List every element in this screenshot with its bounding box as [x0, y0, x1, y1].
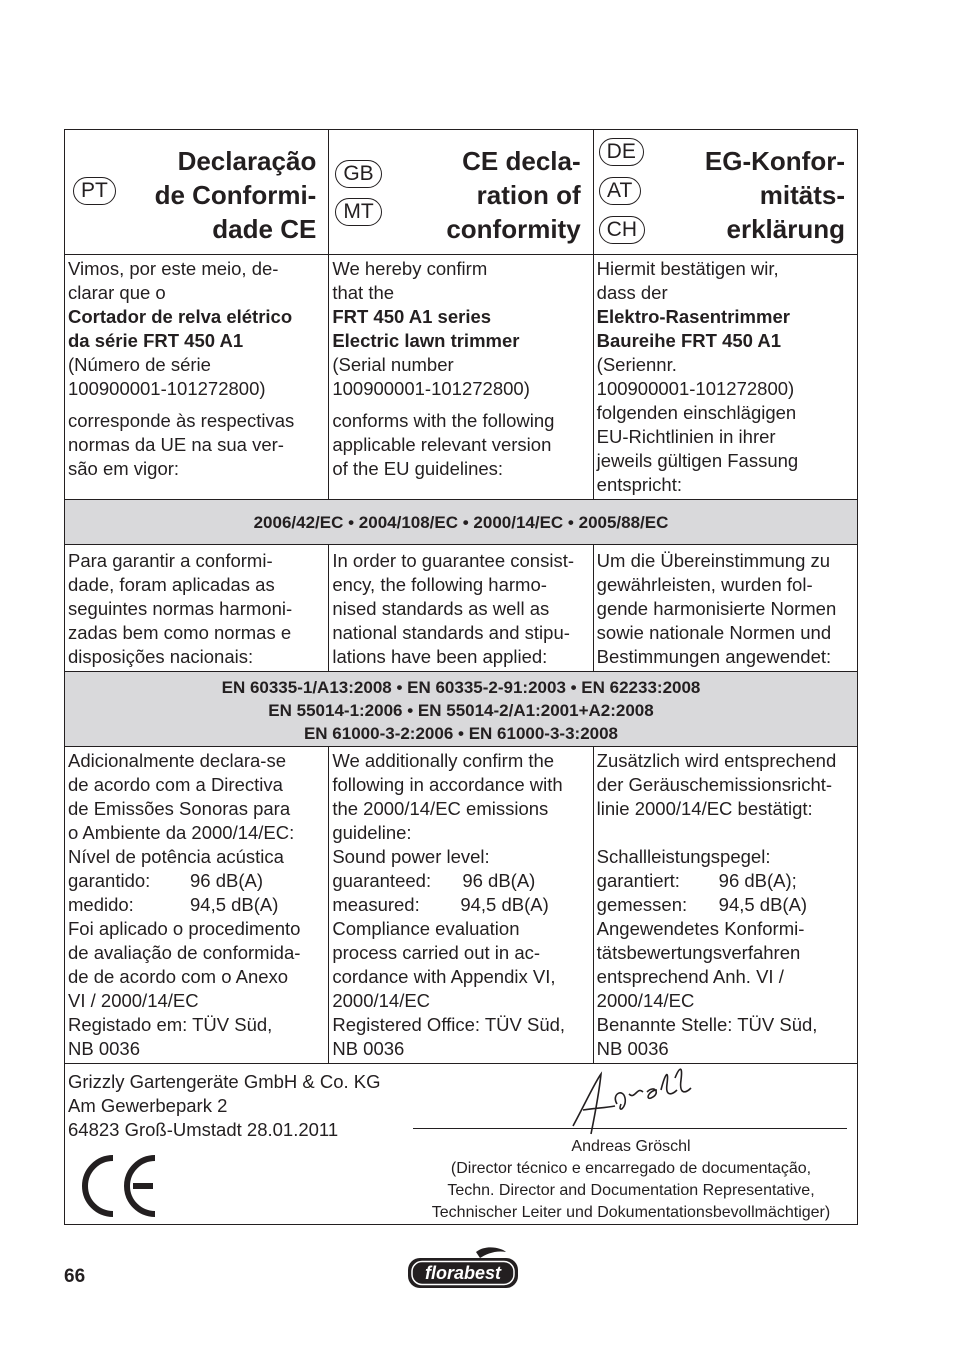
- product-name: FRT 450 A1 series: [332, 306, 492, 327]
- harmonised-line: dade, foram aplicadas as: [68, 574, 275, 595]
- title-de-line-1: EG-Konfor-: [704, 146, 845, 176]
- noise-line: VI / 2000/14/EC: [68, 990, 199, 1011]
- noise-line: 2000/14/EC: [332, 990, 431, 1011]
- conforms-line: entspricht:: [596, 474, 683, 495]
- conforms-line: são em vigor:: [68, 458, 180, 479]
- noise-line: Foi aplicado o procedimento: [68, 918, 301, 939]
- title-gb: [446, 144, 580, 246]
- title-pt: [155, 144, 317, 246]
- noise-line: NB 0036: [68, 1038, 140, 1059]
- guaranteed-value: 96 dB(A);: [718, 870, 797, 891]
- conforms-line: of the EU guidelines:: [332, 458, 504, 479]
- noise-line: de de acordo com o Anexo: [68, 966, 289, 987]
- harmonised-pt: [65, 545, 329, 672]
- norms-row: [65, 672, 858, 747]
- intro-line: We hereby confirm: [332, 258, 488, 279]
- harmonised-line: lations have been applied:: [332, 646, 548, 667]
- badge-gb: GB: [335, 160, 381, 188]
- noise-line: tätsbewertungsverfahren: [596, 942, 801, 963]
- noise-line: de Emissões Sonoras para: [68, 798, 291, 819]
- noise-line: cordance with Appendix VI,: [332, 966, 556, 987]
- title-gb-line-1: CE decla-: [462, 146, 581, 176]
- harmonised-line: zadas bem como normas e: [68, 622, 292, 643]
- noise-line: de avaliação de conformida-: [68, 942, 301, 963]
- declaration-frame: [64, 129, 858, 1228]
- intro-line: that the: [332, 282, 395, 303]
- signature-block: [65, 1064, 858, 1225]
- harmonised-line: In order to guarantee consist-: [332, 550, 574, 571]
- harmonised-line: sowie nationale Normen und: [596, 622, 832, 643]
- ce-mark-icon: [79, 1154, 159, 1218]
- company-name: Grizzly Gartengeräte GmbH & Co. KG: [68, 1071, 381, 1092]
- intro-line: dass der: [596, 282, 668, 303]
- directives-row: [65, 500, 858, 545]
- measured-value: 94,5 dB(A): [460, 894, 549, 915]
- badge-de: DE: [599, 138, 644, 166]
- noise-line: [597, 821, 854, 845]
- title-pt-line-1: Declaração: [177, 146, 317, 176]
- title-pt-line-3: dade CE: [212, 214, 317, 244]
- measured-label: gemessen:: [596, 894, 688, 915]
- serial-label: (Serial number: [332, 354, 454, 375]
- noise-line: process carried out in ac-: [332, 942, 541, 963]
- header-pt: [65, 130, 329, 255]
- badge-mt: MT: [335, 198, 381, 226]
- conforms-line: jeweils gültigen Fassung: [596, 450, 799, 471]
- guaranteed-value: 96 dB(A): [462, 870, 536, 891]
- noise-line: Schallleistungspegel:: [596, 846, 771, 867]
- header-gb: [329, 130, 593, 255]
- harmonised-line: seguintes normas harmoni-: [68, 598, 293, 619]
- harmonised-line: national standards and stipu-: [332, 622, 570, 643]
- serial-range: 100900001-101272800): [596, 378, 795, 399]
- serial-range: 100900001-101272800): [332, 378, 530, 399]
- intro-de: [593, 255, 857, 500]
- noise-line: Registered Office: TÜV Süd,: [332, 1014, 566, 1035]
- noise-row: [65, 747, 858, 1064]
- conforms-line: conforms with the following: [332, 410, 555, 431]
- header-row: [65, 130, 858, 255]
- signer-block: [411, 1136, 851, 1224]
- signature-image: [565, 1064, 705, 1144]
- measured-label: measured:: [332, 894, 420, 915]
- harmonised-line: gende harmonisierte Normen: [596, 598, 837, 619]
- title-gb-line-3: conformity: [446, 214, 581, 244]
- noise-gb: [329, 747, 593, 1064]
- conforms-line: corresponde às respectivas: [68, 410, 295, 431]
- company-address: [68, 1070, 381, 1142]
- product-name: Cortador de relva elétrico: [68, 306, 293, 327]
- intro-line: Vimos, por este meio, de-: [68, 258, 279, 279]
- product-name: Baureihe FRT 450 A1: [596, 330, 782, 351]
- measured-value: 94,5 dB(A): [718, 894, 808, 915]
- measured-label: medido:: [68, 894, 134, 915]
- noise-line: 2000/14/EC: [596, 990, 695, 1011]
- harmonised-gb: [329, 545, 593, 672]
- title-de-line-2: mitäts-: [759, 180, 845, 210]
- company-street: Am Gewerbepark 2: [68, 1095, 228, 1116]
- guaranteed-label: garantiert:: [596, 870, 680, 891]
- signer-name: Andreas Gröschl: [571, 1138, 691, 1155]
- noise-line: the 2000/14/EC emissions: [332, 798, 549, 819]
- harmonised-row: [65, 545, 858, 672]
- badge-at: AT: [599, 177, 641, 205]
- measured-value: 94,5 dB(A): [190, 894, 279, 915]
- harmonised-line: gewährleisten, wurden fol-: [596, 574, 813, 595]
- guaranteed-value: 96 dB(A): [190, 870, 264, 891]
- guaranteed-label: guaranteed:: [332, 870, 432, 891]
- noise-line: de acordo com a Directiva: [68, 774, 283, 795]
- harmonised-line: Bestimmungen angewendet:: [596, 646, 832, 667]
- noise-line: We additionally confirm the: [332, 750, 555, 771]
- noise-line: Registado em: TÜV Süd,: [68, 1014, 273, 1035]
- directives-list: 2006/42/EC • 2004/108/EC • 2000/14/EC • 2005/88/EC: [65, 500, 858, 545]
- noise-line: following in accordance with: [332, 774, 563, 795]
- intro-gb: [329, 255, 593, 500]
- product-name: Electric lawn trimmer: [332, 330, 520, 351]
- norm-line: EN 61000-3-2:2006 • EN 61000-3-3:2008: [303, 723, 619, 743]
- noise-line: entsprechend Anh. VI /: [596, 966, 784, 987]
- harmonised-line: Um die Übereinstimmung zu: [596, 550, 831, 571]
- noise-line: der Geräuschemissionsricht-: [596, 774, 833, 795]
- title-pt-line-2: de Conformi-: [154, 180, 317, 210]
- title-gb-line-2: ration of: [476, 180, 581, 210]
- florabest-logo: [406, 1246, 520, 1290]
- company-city-date: 64823 Groß-Umstadt 28.01.2011: [68, 1119, 339, 1140]
- product-name: da série FRT 450 A1: [68, 330, 244, 351]
- noise-line: NB 0036: [596, 1038, 669, 1059]
- signature-row: [65, 1064, 858, 1225]
- norms-list: [65, 672, 858, 747]
- norm-line: EN 55014-1:2006 • EN 55014-2/A1:2001+A2:2008: [268, 700, 654, 720]
- noise-line: NB 0036: [332, 1038, 405, 1059]
- noise-line: Sound power level:: [332, 846, 490, 867]
- serial-label: (Número de série: [68, 354, 211, 375]
- harmonised-line: ency, the following harmo-: [332, 574, 547, 595]
- signer-role: (Director técnico e encarregado de documentação,: [450, 1160, 812, 1177]
- signature-line: [413, 1128, 847, 1129]
- harmonised-de: [593, 545, 857, 672]
- intro-row: [65, 255, 858, 500]
- product-name: Elektro-Rasentrimmer: [596, 306, 790, 327]
- title-de: [705, 144, 845, 246]
- signer-role: Techn. Director and Documentation Representative,: [447, 1182, 815, 1199]
- guaranteed-label: garantido:: [68, 870, 151, 891]
- noise-line: linie 2000/14/EC bestätigt:: [596, 798, 813, 819]
- intro-pt: [65, 255, 329, 500]
- harmonised-line: nised standards as well as: [332, 598, 550, 619]
- serial-label: (Seriennr.: [596, 354, 677, 375]
- conforms-line: folgenden einschlägigen: [596, 402, 797, 423]
- badge-ch: CH: [599, 216, 645, 244]
- serial-range: 100900001-101272800): [68, 378, 266, 399]
- intro-line: clarar que o: [68, 282, 166, 303]
- noise-line: Compliance evaluation: [332, 918, 520, 939]
- conforms-line: EU-Richtlinien in ihrer: [596, 426, 776, 447]
- noise-de: [593, 747, 857, 1064]
- harmonised-line: disposições nacionais:: [68, 646, 254, 667]
- conforms-line: applicable relevant version: [332, 434, 552, 455]
- noise-line: o Ambiente da 2000/14/EC:: [68, 822, 295, 843]
- harmonised-line: Para garantir a conformi-: [68, 550, 273, 571]
- svg-text:florabest: florabest: [424, 1263, 502, 1283]
- title-de-line-3: erklärung: [726, 214, 845, 244]
- header-de: [593, 130, 857, 255]
- norm-line: EN 60335-1/A13:2008 • EN 60335-2-91:2003 • EN 62233:2008: [221, 677, 701, 697]
- page-number: 66: [64, 1266, 86, 1287]
- badge-pt: PT: [73, 177, 116, 205]
- noise-line: Angewendetes Konformi-: [596, 918, 805, 939]
- noise-line: guideline:: [332, 822, 412, 843]
- noise-pt: [65, 747, 329, 1064]
- noise-line: Nível de potência acústica: [68, 846, 284, 867]
- declaration-table: [64, 129, 858, 1225]
- noise-line: Zusätzlich wird entsprechend: [596, 750, 837, 771]
- conforms-line: normas da UE na sua ver-: [68, 434, 284, 455]
- intro-line: Hiermit bestätigen wir,: [596, 258, 779, 279]
- noise-line: Benannte Stelle: TÜV Süd,: [596, 1014, 818, 1035]
- noise-line: Adicionalmente declara-se: [68, 750, 287, 771]
- signer-role: Technischer Leiter und Dokumentationsbevollmächtiger): [431, 1204, 831, 1221]
